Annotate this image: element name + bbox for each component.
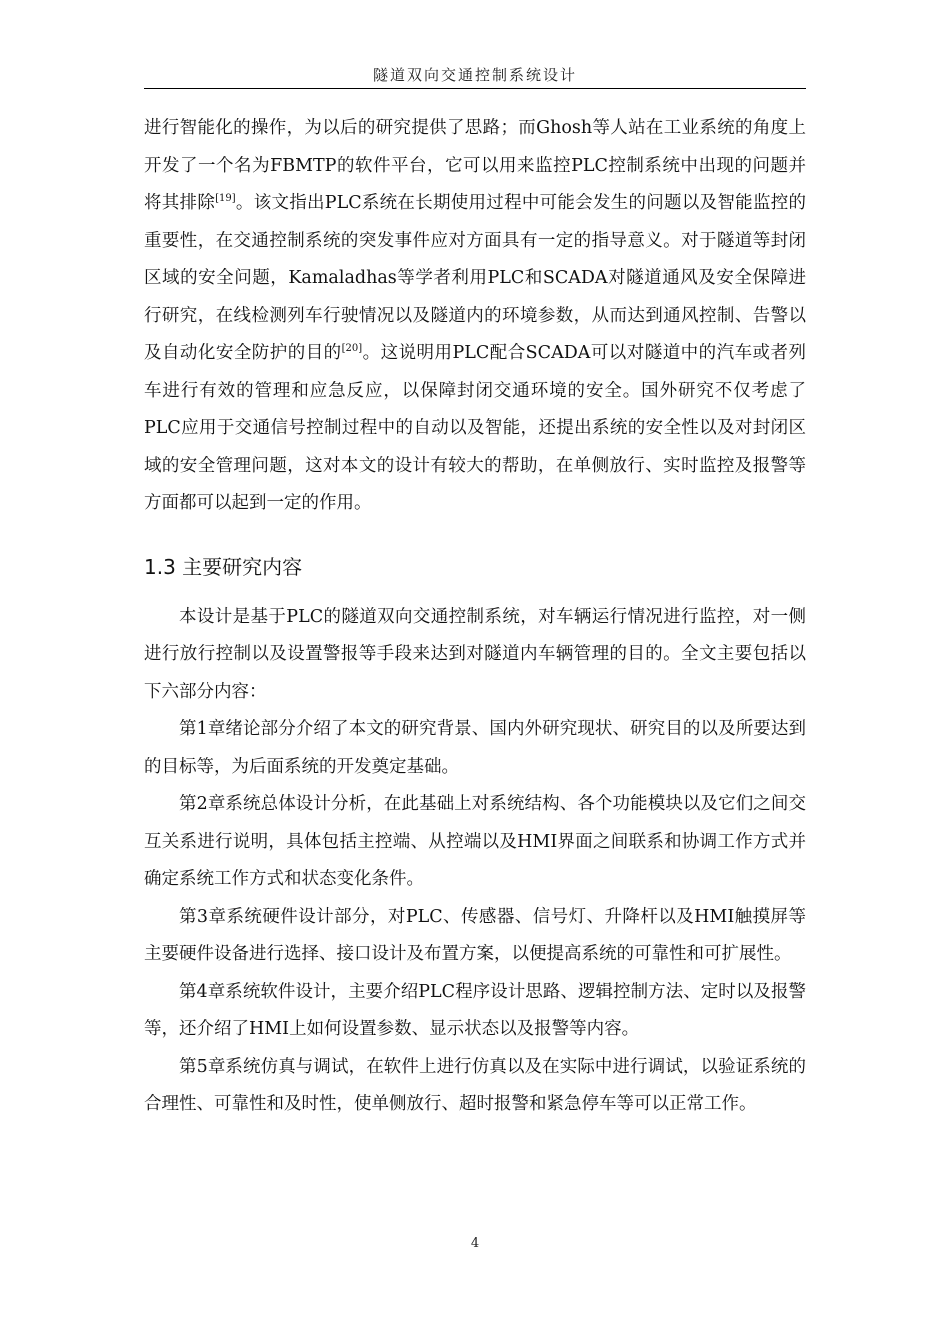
- section-paragraph-chapter-4: 第4章系统软件设计，主要介绍PLC程序设计思路、逻辑控制方法、定时以及报警等，还介绍了HMI上如何设置参数、显示状态以及报警等内容。: [144, 981, 806, 1039]
- intro-text-b: 。该文指出PLC系统在长期使用过程中可能会发生的问题以及智能监控的重要性，在交通控制系统的突发事件应对方面具有一定的指导意义。对于隧道等封闭区域的安全问题，Kamaladhas等学者利用PLC和SCADA对隧道通风及安全保障进行研究，在线检测列车行驶情况以及隧道内的环境参数，从而达到通风控制、告警以及自动化安全防护的目的: [144, 193, 806, 363]
- section-heading: 1.3 主要研究内容: [144, 554, 303, 579]
- citation-19: [19]: [215, 193, 236, 205]
- section-paragraph-chapter-3: 第3章系统硬件设计部分，对PLC、传感器、信号灯、升降杆以及HMI触摸屏等主要硬件设备进行选择、接口设计及布置方案，以便提高系统的可靠性和可扩展性。: [144, 906, 806, 964]
- intro-text-a: 进行智能化的操作，为以后的研究提供了思路；而Ghosh等人站在工业系统的角度上开发了一个名为FBMTP的软件平台，它可以用来监控PLC控制系统中出现的问题并将其排除: [144, 118, 806, 213]
- intro-paragraph: [144, 110, 806, 523]
- section-paragraph-chapter-2: 第2章系统总体设计分析，在此基础上对系统结构、各个功能模块以及它们之间交互关系进行说明，具体包括主控端、从控端以及HMI界面之间联系和协调工作方式并确定系统工作方式和状态变化条件。: [144, 794, 806, 889]
- citation-20: [20]: [341, 343, 363, 355]
- section-paragraph-overview: 本设计是基于PLC的隧道双向交通控制系统，对车辆运行情况进行监控，对一侧进行放行控制以及设置警报等手段来达到对隧道内车辆管理的目的。全文主要包括以下六部分内容：: [144, 606, 806, 702]
- intro-text-c: 。这说明用PLC配合SCADA可以对隧道中的汽车或者列车进行有效的管理和应急反应，以保障封闭交通环境的安全。国外研究不仅考虑了PLC应用于交通信号控制过程中的自动以及智能，还提出系统的安全性以及对封闭区域的安全管理问题，这对本文的设计有较大的帮助，在单侧放行、实时监控及报警等方面都可以起到一定的作用。: [144, 343, 806, 513]
- header-rule: [144, 88, 806, 89]
- page-number: 4: [470, 1236, 480, 1251]
- section-paragraph-chapter-5: 第5章系统仿真与调试，在软件上进行仿真以及在实际中进行调试，以验证系统的合理性、可靠性和及时性，使单侧放行、超时报警和紧急停车等可以正常工作。: [144, 1056, 806, 1114]
- section-paragraph-chapter-1: 第1章绪论部分介绍了本文的研究背景、国内外研究现状、研究目的以及所要达到的目标等，为后面系统的开发奠定基础。: [144, 719, 806, 777]
- page-body: [144, 110, 806, 1124]
- running-header: 隧道双向交通控制系统设计: [372, 66, 577, 84]
